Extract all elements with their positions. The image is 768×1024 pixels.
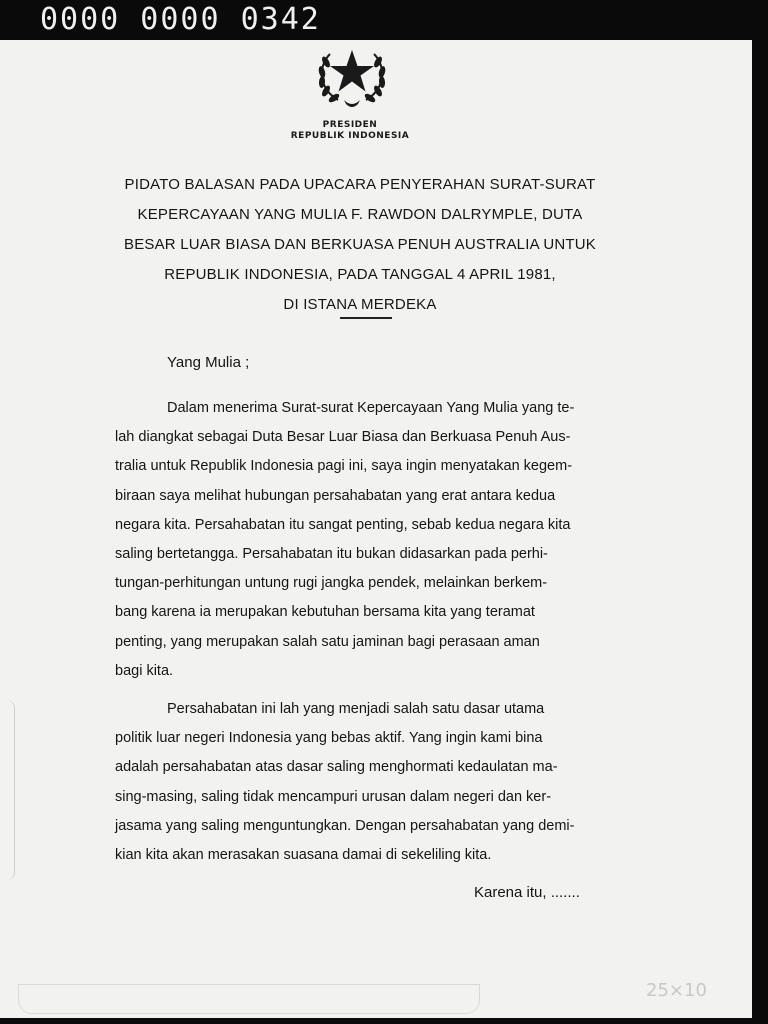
closing-line: Karena itu, ....... [474, 884, 580, 901]
document-page [0, 40, 752, 1018]
paragraph-line: tralia untuk Republik Indonesia pagi ini, saya ingin menyatakan kegem- [115, 458, 573, 475]
paragraph-line: bagi kita. [115, 662, 174, 679]
scan-edge-mark [0, 700, 15, 880]
title-line: KEPERCAYAAN YANG MULIA F. RAWDON DALRYMPLE, DUTA [137, 206, 583, 223]
paragraph-line: tungan-perhitungan untung rugi jangka pendek, melainkan berkem- [115, 575, 548, 592]
paragraph-line: kian kita akan merasakan suasana damai di sekeliling kita. [115, 847, 492, 864]
title-line: REPUBLIK INDONESIA, PADA TANGGAL 4 APRIL 1981, [164, 266, 556, 283]
paragraph-line: penting, yang merupakan salah satu jaminan bagi perasaan aman [115, 633, 540, 650]
scan-fold-mark [18, 984, 480, 1014]
film-edge-right [752, 40, 768, 1024]
state-emblem-icon [308, 40, 396, 112]
paragraph-line: Persahabatan ini lah yang menjadi salah satu dasar utama [167, 701, 545, 717]
paragraph-line: adalah persahabatan atas dasar saling menghormati kedaulatan ma- [115, 759, 558, 776]
title-line: DI ISTANA MERDEKA [283, 296, 437, 313]
speech-title [110, 170, 610, 320]
paragraph-line: jasama yang saling menguntungkan. Dengan persahabatan yang demi- [115, 817, 575, 834]
paragraph-line: Dalam menerima Surat-surat Kepercayaan Yang Mulia yang te- [167, 400, 575, 416]
film-edge-bottom [0, 1018, 768, 1024]
paragraph-line: saling bertetangga. Persahabatan itu bukan didasarkan pada perhi- [115, 546, 548, 563]
paragraph-1 [115, 394, 635, 686]
title-line: BESAR LUAR BIASA DAN BERKUASA PENUH AUSTRALIA UNTUK [123, 236, 596, 253]
paragraph-2 [115, 695, 635, 870]
letterhead-line-2: REPUBLIK INDONESIA [290, 131, 410, 141]
paragraph-line: lah diangkat sebagai Duta Besar Luar Biasa dan Berkuasa Penuh Aus- [115, 429, 571, 446]
paragraph-line: politik luar negeri Indonesia yang bebas aktif. Yang ingin kami bina [115, 730, 543, 747]
letterhead-line-1: PRESIDEN [322, 120, 378, 130]
film-code: 0000 0000 0342 [40, 2, 321, 37]
letterhead [250, 120, 450, 142]
frame-number: 25×10 [646, 980, 707, 1001]
salutation: Yang Mulia ; [167, 354, 250, 371]
paragraph-line: bang karena ia merupakan kebutuhan bersama kita yang teramat [115, 604, 535, 621]
paragraph-line: negara kita. Persahabatan itu sangat penting, sebab kedua negara kita [115, 516, 571, 533]
title-underline [340, 317, 392, 319]
paragraph-line: sing-masing, saling tidak mencampuri urusan dalam negeri dan ker- [115, 788, 552, 805]
title-line: PIDATO BALASAN PADA UPACARA PENYERAHAN SURAT-SURAT [124, 176, 596, 193]
paragraph-line: biraan saya melihat hubungan persahabatan yang erat antara kedua [115, 487, 556, 504]
